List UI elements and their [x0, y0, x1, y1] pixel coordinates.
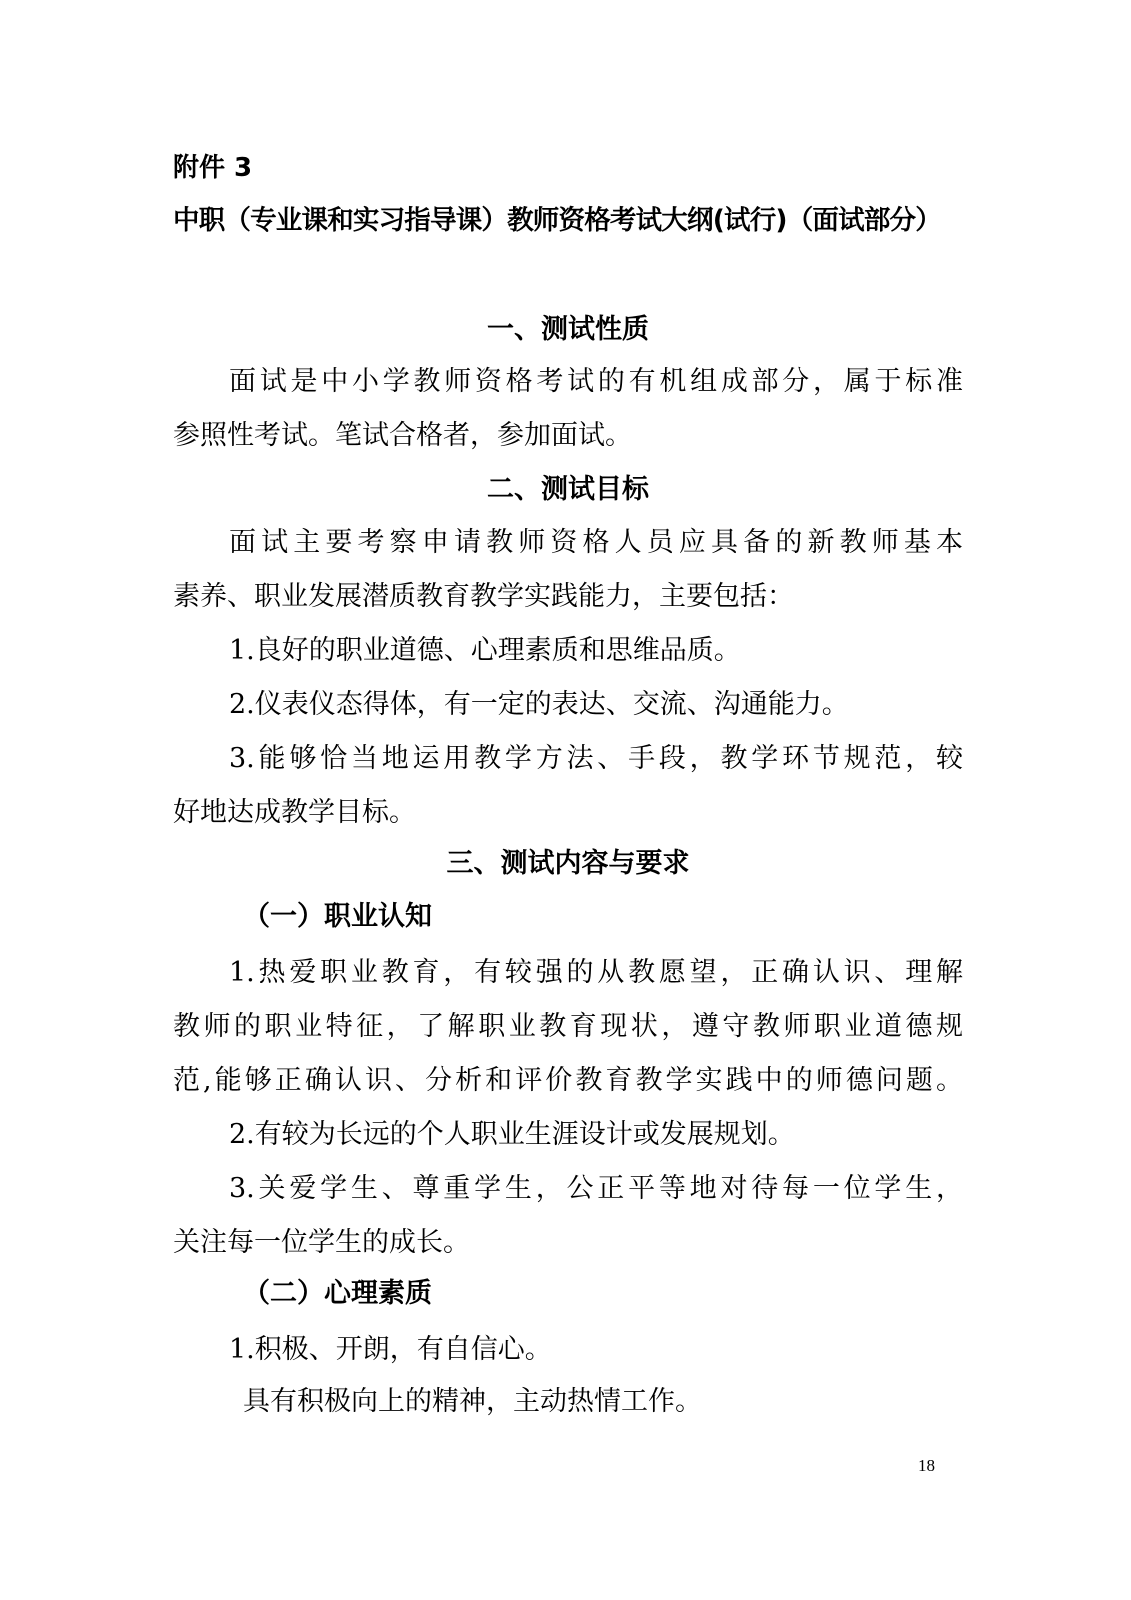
section-heading-goals: 二、测试目标 — [487, 474, 649, 505]
section-heading-nature: 一、测试性质 — [487, 314, 649, 345]
list-item-continuation: 关注每一位学生的成长。 — [173, 1227, 470, 1258]
list-item: 2.有较为长远的个人职业生涯设计或发展规划。 — [229, 1119, 795, 1150]
list-item: 2.仪表仪态得体，有一定的表达、交流、沟通能力。 — [229, 689, 849, 720]
list-item-continuation: 教师的职业特征，了解职业教育现状，遵守教师职业道德规 — [173, 1011, 963, 1042]
list-item: 3.关爱学生、尊重学生，公正平等地对待每一位学生， — [229, 1173, 963, 1204]
subsection-title-psychology: （二）心理素质 — [243, 1278, 432, 1309]
paragraph-line: 面试是中小学教师资格考试的有机组成部分，属于标准 — [229, 366, 963, 397]
document-title: 中职（专业课和实习指导课）教师资格考试大纲(试行)（面试部分） — [173, 205, 941, 236]
list-item: 1.良好的职业道德、心理素质和思维品质。 — [229, 635, 741, 666]
attachment-label: 附件 3 — [173, 153, 253, 183]
page-number: 18 — [918, 1456, 935, 1475]
section-heading-content: 三、测试内容与要求 — [446, 848, 690, 879]
list-item: 1.热爱职业教育，有较强的从教愿望，正确认识、理解 — [229, 957, 963, 988]
subsection-title-career: （一）职业认知 — [243, 901, 432, 932]
list-item-continuation: 范,能够正确认识、分析和评价教育教学实践中的师德问题。 — [173, 1065, 963, 1096]
list-item: 1.积极、开朗，有自信心。 — [229, 1334, 552, 1365]
list-item-continuation: 好地达成教学目标。 — [173, 797, 416, 828]
paragraph-line: 面试主要考察申请教师资格人员应具备的新教师基本 — [229, 527, 963, 558]
list-item: 3.能够恰当地运用教学方法、手段，教学环节规范，较 — [229, 743, 963, 774]
paragraph-line: 参照性考试。笔试合格者，参加面试。 — [173, 420, 632, 451]
list-item: 具有积极向上的精神，主动热情工作。 — [243, 1386, 702, 1417]
paragraph-line: 素养、职业发展潜质教育教学实践能力，主要包括： — [173, 581, 794, 612]
